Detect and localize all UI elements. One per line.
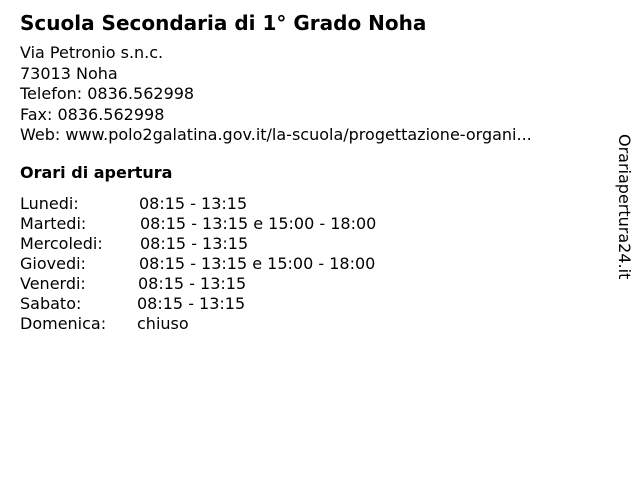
day-label: Mercoledi: [20,234,103,253]
page-title: Scuola Secondaria di 1° Grado Noha [20,11,427,35]
time-value: 08:15 - 13:15 e 15:00 - 18:00 [139,254,376,273]
opening-hours-heading: Orari di apertura [20,163,173,182]
time-value: 08:15 - 13:15 [137,294,246,313]
day-label: Lunedi: [20,194,79,213]
phone-number: Telefon: 0836.562998 [20,84,195,103]
time-value: 08:15 - 13:15 [139,194,248,213]
site-watermark: Orariapertura24.it [615,134,634,280]
day-label: Giovedi: [20,254,86,273]
address-block [20,43,532,146]
day-label: Martedi: [20,214,87,233]
time-value: 08:15 - 13:15 e 15:00 - 18:00 [140,214,377,233]
day-label: Sabato: [20,294,82,313]
website-link[interactable]: Web: www.polo2galatina.gov.it/la-scuola/progettazione-organi... [20,125,532,144]
city-postal: 73013 Noha [20,63,118,83]
fax-number: Fax: 0836.562998 [20,104,165,124]
day-label: Domenica: [20,314,107,333]
time-value: 08:15 - 13:15 [138,274,247,293]
day-label: Venerdi: [20,274,86,293]
time-value: 08:15 - 13:15 [140,234,249,253]
time-value: chiuso [137,314,189,333]
street-address: Via Petronio s.n.c. [20,43,164,62]
